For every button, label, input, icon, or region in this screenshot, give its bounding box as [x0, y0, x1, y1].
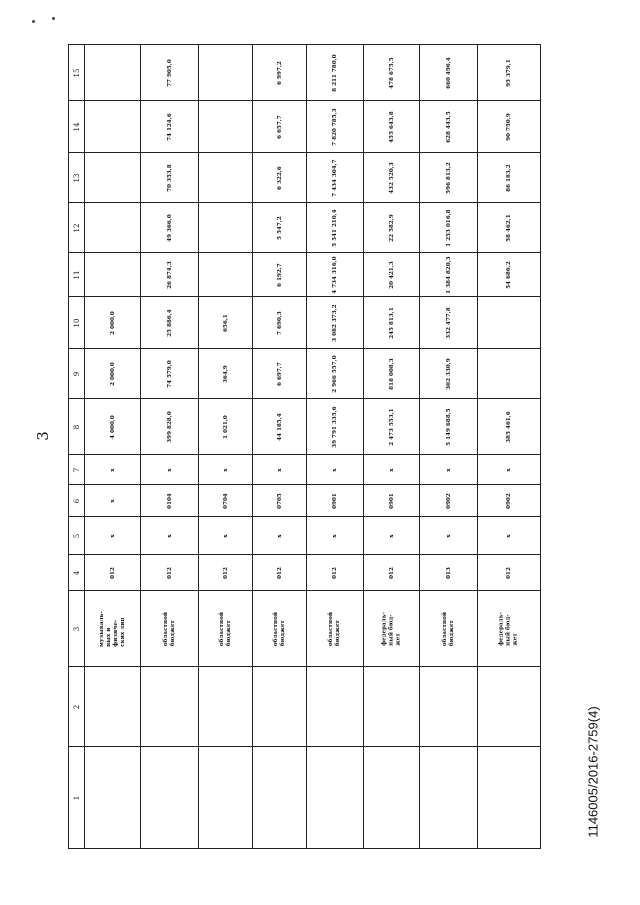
table-cell: [364, 45, 420, 101]
budget-table: [68, 44, 541, 849]
budget-source-label: областной бюджет: [272, 611, 286, 646]
budget-source-label: областной бюджет: [328, 611, 341, 646]
table-cell: [420, 253, 478, 297]
table-row: [69, 203, 541, 253]
cell-value: 399 828,0: [166, 410, 173, 443]
table-cell: [478, 153, 541, 203]
cell-value: 012: [109, 566, 116, 579]
table-cell: [199, 747, 253, 849]
table-cell: [420, 203, 478, 253]
table-cell: [420, 591, 478, 667]
table-cell: [141, 203, 199, 253]
column-number: 8: [72, 424, 81, 429]
cell-value: 364,9: [222, 364, 229, 383]
table-cell: [478, 297, 541, 349]
table-cell: [420, 517, 478, 555]
table-cell: [199, 153, 253, 203]
cell-value: 6 192,7: [276, 262, 283, 287]
table-cell: [307, 517, 364, 555]
page-number: 3: [33, 431, 52, 441]
column-header-cell: [69, 203, 85, 253]
table-cell: [253, 203, 307, 253]
cell-value: 7 690,3: [276, 310, 283, 335]
table-row: [69, 101, 541, 153]
table-cell: [420, 747, 478, 849]
table-cell: [478, 485, 541, 517]
budget-source-label: областной бюджет: [441, 611, 455, 646]
table-cell: [478, 455, 541, 485]
cell-value: 74 124,6: [166, 112, 173, 141]
table-cell: [141, 45, 199, 101]
cell-value: x: [222, 467, 229, 472]
cell-value: x: [109, 533, 116, 538]
table-row: [69, 349, 541, 399]
cell-value: 86 183,2: [506, 163, 512, 192]
cell-value: 70 353,8: [166, 163, 173, 192]
cell-value: 0901: [332, 492, 338, 509]
column-header-cell: [69, 747, 85, 849]
column-header-cell: [69, 399, 85, 455]
table-cell: [141, 517, 199, 555]
cell-value: 7 820 785,3: [332, 107, 338, 146]
cell-value: 77 905,0: [166, 58, 173, 87]
cell-value: 012: [332, 566, 338, 579]
table-cell: [253, 253, 307, 297]
cell-value: 1 021,0: [222, 414, 229, 439]
table-cell: [85, 485, 141, 517]
table-row: [69, 297, 541, 349]
column-number: 14: [72, 121, 81, 132]
table-cell: [141, 153, 199, 203]
cell-value: 26 874,3: [166, 260, 173, 289]
table-cell: [253, 455, 307, 485]
column-header-cell: [69, 667, 85, 747]
column-header-cell: [69, 297, 85, 349]
table-cell: [364, 349, 420, 399]
cell-value: 012: [506, 566, 512, 579]
cell-value: 596 813,2: [445, 161, 452, 194]
table-cell: [141, 455, 199, 485]
table-row: [69, 485, 541, 517]
table-cell: [253, 485, 307, 517]
table-cell: [199, 555, 253, 591]
cell-value: 302 330,9: [445, 357, 452, 390]
cell-value: 54 686,2: [506, 260, 512, 289]
column-number: 9: [72, 371, 81, 376]
table-cell: [420, 349, 478, 399]
column-header-cell: [69, 517, 85, 555]
table-cell: [478, 45, 541, 101]
cell-value: 6 322,6: [276, 165, 283, 190]
cell-value: x: [276, 467, 283, 472]
table-cell: [141, 485, 199, 517]
table-cell: [307, 349, 364, 399]
table-cell: [253, 349, 307, 399]
cell-value: 0704: [222, 492, 229, 509]
cell-value: x: [445, 533, 452, 538]
table-cell: [420, 297, 478, 349]
table-row: [69, 667, 541, 747]
column-number: 7: [72, 467, 81, 472]
table-cell: [478, 555, 541, 591]
table-cell: [478, 747, 541, 849]
column-header-cell: [69, 101, 85, 153]
table-cell: [478, 101, 541, 153]
table-cell: [420, 555, 478, 591]
table-row: [69, 45, 541, 101]
cell-value: x: [445, 467, 452, 472]
table-cell: [307, 297, 364, 349]
table-cell: [141, 399, 199, 455]
table-cell: [253, 399, 307, 455]
table-cell: [85, 517, 141, 555]
table-cell: [307, 203, 364, 253]
table-cell: [141, 555, 199, 591]
budget-source-label: областной бюджет: [218, 611, 232, 646]
table-row: [69, 253, 541, 297]
cell-value: 818 008,3: [388, 357, 395, 390]
cell-value: 22 582,9: [388, 213, 395, 242]
cell-value: 49 366,0: [166, 213, 173, 242]
column-header-cell: [69, 253, 85, 297]
cell-value: x: [109, 498, 116, 503]
table-cell: [199, 485, 253, 517]
table-cell: [85, 253, 141, 297]
table-cell: [199, 399, 253, 455]
table-cell: [199, 349, 253, 399]
cell-value: 44 185,4: [276, 412, 283, 441]
table-cell: [364, 485, 420, 517]
cell-value: 245 813,1: [388, 306, 395, 339]
cell-value: 58 462,1: [506, 213, 512, 242]
cell-value: 20 421,3: [388, 260, 395, 289]
cell-value: 6 657,7: [276, 114, 283, 139]
table-cell: [364, 101, 420, 153]
cell-value: x: [506, 467, 512, 472]
table-cell: [85, 555, 141, 591]
budget-source-label: областной бюджет: [162, 611, 176, 646]
cell-value: x: [332, 467, 338, 472]
table-row: [69, 399, 541, 455]
table-cell: [85, 203, 141, 253]
table-cell: [307, 253, 364, 297]
cell-value: 656,1: [222, 313, 229, 332]
table-cell: [307, 591, 364, 667]
cell-value: 95 379,1: [506, 58, 512, 87]
table-cell: [85, 591, 141, 667]
cell-value: 74 579,0: [166, 359, 173, 388]
cell-value: 6 997,2: [276, 60, 283, 85]
table-cell: [478, 203, 541, 253]
table-cell: [364, 555, 420, 591]
column-header-cell: [69, 45, 85, 101]
cell-value: x: [166, 533, 173, 538]
table-cell: [199, 517, 253, 555]
table-cell: [85, 455, 141, 485]
cell-value: 7 434 304,7: [332, 158, 338, 197]
table-cell: [141, 253, 199, 297]
table-cell: [141, 591, 199, 667]
table-cell: [199, 45, 253, 101]
column-number: 15: [72, 67, 81, 78]
column-header-cell: [69, 349, 85, 399]
cell-value: 332 477,8: [445, 306, 452, 339]
cell-value: x: [276, 533, 283, 538]
table-cell: [364, 747, 420, 849]
table-cell: [420, 101, 478, 153]
table-cell: [478, 399, 541, 455]
table-cell: [85, 349, 141, 399]
column-number: 13: [72, 172, 81, 183]
table-cell: [420, 667, 478, 747]
cell-value: 8 211 780,0: [332, 53, 338, 92]
budget-source-label: федераль- ный бюд- жет: [381, 611, 401, 646]
cell-value: 3 082 373,2: [332, 303, 338, 342]
column-header-cell: [69, 555, 85, 591]
table-cell: [85, 297, 141, 349]
table-cell: [253, 591, 307, 667]
cell-value: 5 149 688,5: [445, 407, 452, 446]
table-row: [69, 591, 541, 667]
cell-value: 0902: [506, 492, 512, 509]
table-cell: [141, 747, 199, 849]
cell-value: x: [332, 533, 338, 538]
table-cell: [364, 297, 420, 349]
table-cell: [141, 667, 199, 747]
table-cell: [199, 253, 253, 297]
table-row: [69, 747, 541, 849]
table-cell: [253, 517, 307, 555]
table-cell: [85, 747, 141, 849]
cell-value: 90 750,9: [506, 112, 512, 141]
table-cell: [478, 253, 541, 297]
table-cell: [253, 45, 307, 101]
table-cell: [307, 667, 364, 747]
table-cell: [199, 455, 253, 485]
scan-speck: [52, 17, 55, 20]
table-cell: [307, 747, 364, 849]
cell-value: 0902: [445, 492, 452, 509]
table-row: [69, 555, 541, 591]
cell-value: 1 384 820,3: [445, 255, 452, 294]
table-cell: [253, 747, 307, 849]
cell-value: 012: [276, 566, 283, 579]
table-cell: [307, 485, 364, 517]
cell-value: 012: [388, 566, 395, 579]
table-cell: [478, 591, 541, 667]
cell-value: 2 000,0: [109, 310, 116, 335]
table-cell: [420, 485, 478, 517]
table-cell: [253, 555, 307, 591]
table-cell: [478, 349, 541, 399]
cell-value: 25 886,4: [166, 308, 173, 337]
column-header-cell: [69, 153, 85, 203]
table-cell: [364, 399, 420, 455]
cell-value: 628 443,5: [445, 110, 452, 143]
table-cell: [199, 203, 253, 253]
cell-value: 1 253 016,8: [445, 208, 452, 247]
cell-value: 432 520,3: [388, 161, 395, 194]
table-cell: [253, 153, 307, 203]
cell-value: 478 675,5: [388, 56, 395, 89]
table-cell: [141, 297, 199, 349]
table-cell: [364, 203, 420, 253]
table-row: [69, 455, 541, 485]
table-cell: [364, 153, 420, 203]
table-cell: [307, 101, 364, 153]
cell-value: x: [388, 533, 395, 538]
budget-source-label: федераль- ный бюд- жет: [498, 611, 519, 646]
table-cell: [364, 517, 420, 555]
cell-value: 2 473 553,1: [388, 407, 395, 446]
scan-speck: [32, 20, 35, 23]
table-cell: [478, 517, 541, 555]
table-cell: [307, 555, 364, 591]
column-number: 6: [72, 498, 81, 503]
table-cell: [141, 101, 199, 153]
table-row: [69, 517, 541, 555]
table-cell: [199, 101, 253, 153]
cell-value: 4 734 316,0: [332, 255, 338, 294]
cell-value: 660 496,4: [445, 56, 452, 89]
table-cell: [85, 153, 141, 203]
table-row: [69, 153, 541, 203]
table-cell: [364, 253, 420, 297]
column-number: 10: [72, 317, 81, 328]
column-number: 5: [72, 533, 81, 538]
table-cell: [364, 591, 420, 667]
table-cell: [364, 667, 420, 747]
table-cell: [420, 45, 478, 101]
cell-value: 0705: [276, 492, 283, 509]
column-number: 4: [72, 570, 81, 575]
column-number: 3: [72, 626, 81, 631]
table-cell: [199, 297, 253, 349]
cell-value: 5 547,2: [276, 215, 283, 240]
cell-value: x: [222, 533, 229, 538]
table-cell: [364, 455, 420, 485]
cell-value: 5 541 210,4: [332, 208, 338, 247]
cell-value: 2 966 557,0: [332, 354, 338, 393]
column-number: 11: [72, 269, 81, 280]
cell-value: 013: [445, 566, 452, 579]
table-cell: [85, 399, 141, 455]
cell-value: x: [388, 467, 395, 472]
cell-value: 0901: [388, 492, 395, 509]
table-cell: [307, 153, 364, 203]
cell-value: x: [166, 467, 173, 472]
column-header-cell: [69, 455, 85, 485]
cell-value: 012: [222, 566, 229, 579]
document-code-text: 1146005/2016-2759(4): [585, 706, 601, 838]
table-cell: [141, 349, 199, 399]
column-number: 1: [72, 795, 81, 800]
cell-value: 455 643,8: [388, 110, 395, 143]
table-cell: [307, 399, 364, 455]
rotated-budget-table: [68, 44, 540, 810]
column-number: 12: [72, 222, 81, 233]
cell-value: x: [506, 533, 512, 538]
table-cell: [85, 667, 141, 747]
cell-value: 385 461,6: [506, 410, 512, 443]
budget-source-label: музыкаль- ных и физиче- ских лиц: [98, 610, 126, 647]
column-header-cell: [69, 591, 85, 667]
table-cell: [85, 101, 141, 153]
table-cell: [85, 45, 141, 101]
table-cell: [478, 667, 541, 747]
table-cell: [199, 667, 253, 747]
cell-value: 39 791 335,6: [332, 405, 338, 448]
table-cell: [420, 399, 478, 455]
column-header-cell: [69, 485, 85, 517]
cell-value: 012: [166, 566, 173, 579]
cell-value: x: [109, 467, 116, 472]
cell-value: 2 000,0: [109, 361, 116, 386]
cell-value: 4 000,0: [109, 414, 116, 439]
table-cell: [253, 667, 307, 747]
table-cell: [199, 591, 253, 667]
table-cell: [307, 45, 364, 101]
table-cell: [420, 455, 478, 485]
table-cell: [307, 455, 364, 485]
table-cell: [253, 297, 307, 349]
table-cell: [420, 153, 478, 203]
table-cell: [253, 101, 307, 153]
column-number: 2: [72, 704, 81, 709]
cell-value: 0104: [166, 492, 173, 509]
cell-value: 6 697,7: [276, 361, 283, 386]
